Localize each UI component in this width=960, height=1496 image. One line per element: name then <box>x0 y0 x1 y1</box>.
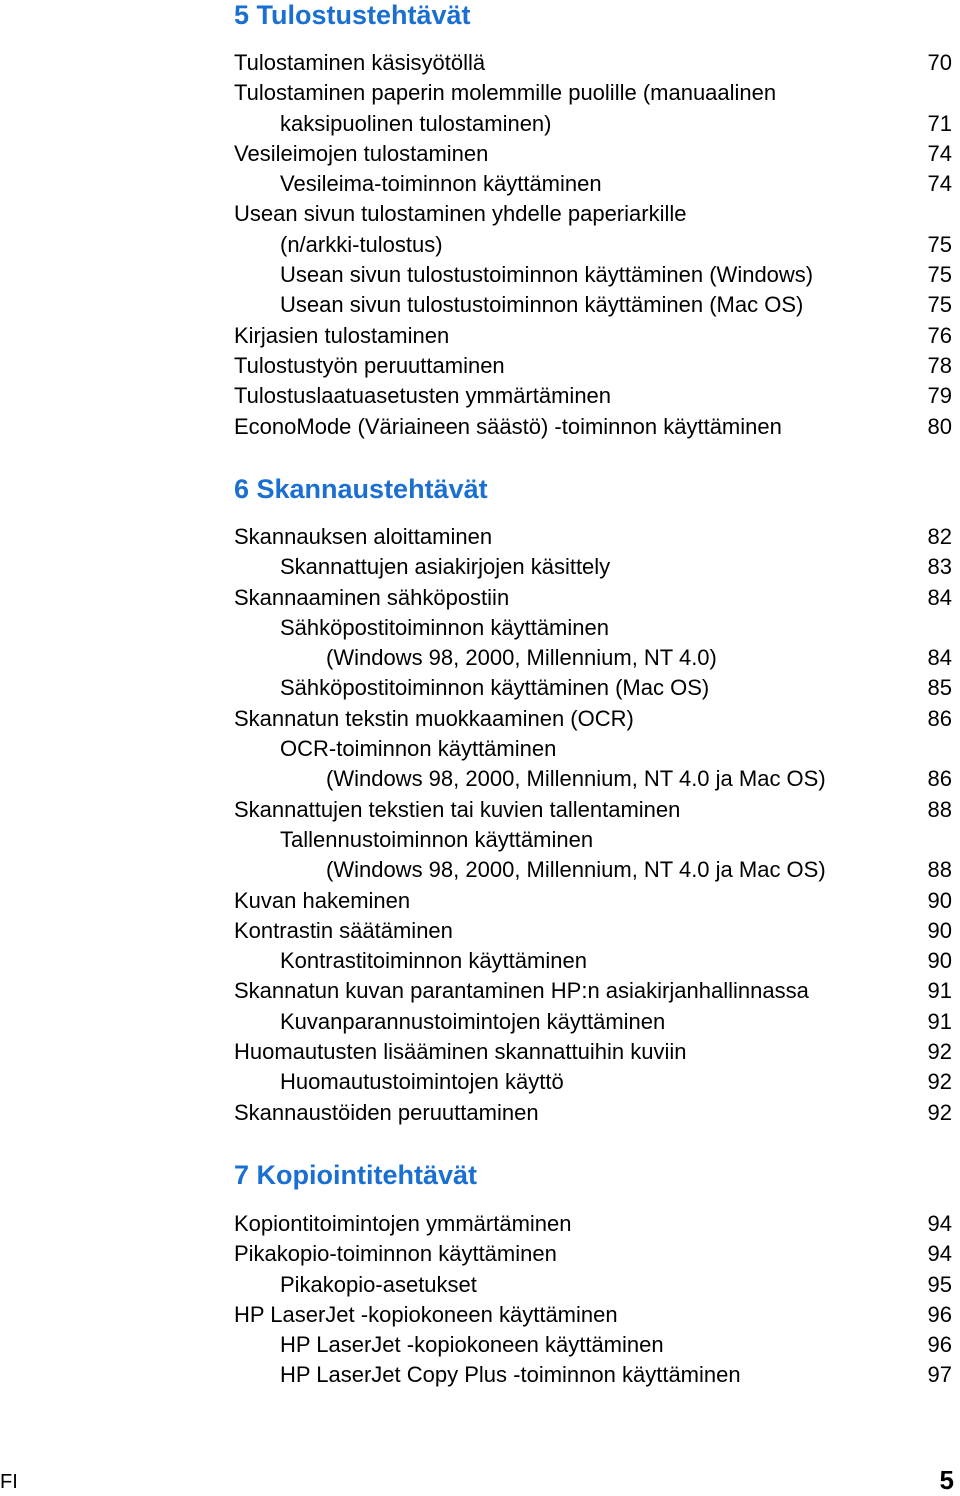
toc-entry-page: 76 <box>927 322 952 348</box>
toc-entry-title: (Windows 98, 2000, Millennium, NT 4.0 ja Mac OS) <box>326 857 826 883</box>
toc-entry-page: 85 <box>927 675 952 701</box>
toc-entry-title: Tallennustoiminnon käyttäminen <box>280 826 594 852</box>
toc-entry[interactable] <box>234 946 952 976</box>
toc-entry-title: Kontrastin säätäminen <box>234 917 453 943</box>
toc-entry-page: 83 <box>927 554 952 580</box>
toc-entry-title: Huomautustoimintojen käyttö <box>280 1069 564 1095</box>
toc-entry-title: Usean sivun tulostustoiminnon käyttäminen (Windows) <box>280 262 814 288</box>
toc-entry[interactable] <box>234 643 952 673</box>
toc-entry[interactable] <box>234 886 952 916</box>
toc-entry-title: Skannatun kuvan parantaminen HP:n asiakirjanhallinnassa <box>234 978 809 1004</box>
toc-entry-page: 75 <box>927 292 952 318</box>
toc-entry-title: (Windows 98, 2000, Millennium, NT 4.0 ja Mac OS) <box>326 766 826 792</box>
toc-entry-page: 86 <box>927 766 952 792</box>
toc-entry-title: Kuvan hakeminen <box>234 887 411 913</box>
toc-section-5 <box>234 48 952 442</box>
toc-entry-page: 96 <box>927 1332 952 1358</box>
toc-entry-title: Skannaustöiden peruuttaminen <box>234 1099 539 1125</box>
section-title-7: 7 Kopiointitehtävät <box>234 1160 478 1190</box>
toc-entry-title: Skannauksen aloittaminen <box>234 524 493 549</box>
toc-entry-page: 90 <box>927 917 952 943</box>
toc-entry[interactable] <box>234 583 952 613</box>
toc-entry[interactable] <box>234 613 952 643</box>
toc-entry-page: 88 <box>927 857 952 883</box>
toc-entry[interactable] <box>234 704 952 734</box>
toc-entry-page: 91 <box>927 978 952 1004</box>
toc-entry-title: Usean sivun tulostaminen yhdelle paperiarkille <box>234 201 687 227</box>
toc-entry[interactable] <box>234 552 952 582</box>
toc-entry[interactable] <box>234 825 952 855</box>
toc-entry[interactable] <box>234 230 952 260</box>
toc-entry[interactable] <box>234 48 952 78</box>
toc-entry[interactable] <box>234 109 952 139</box>
toc-entry-title: (Windows 98, 2000, Millennium, NT 4.0) <box>326 645 717 671</box>
toc-entry[interactable] <box>234 351 952 381</box>
toc-entry-title: HP LaserJet Copy Plus -toiminnon käyttäminen <box>280 1362 741 1388</box>
toc-entry-title: Pikakopio-asetukset <box>280 1271 477 1297</box>
toc-entry-title: Tulostaminen käsisyötöllä <box>234 50 486 75</box>
toc-entry-page: 86 <box>927 705 952 731</box>
toc-entry[interactable] <box>234 1300 952 1330</box>
toc-entry[interactable] <box>234 976 952 1006</box>
toc-entry[interactable] <box>234 795 952 825</box>
toc-entry-title: Skannatun tekstin muokkaaminen (OCR) <box>234 705 634 731</box>
toc-entry-title: OCR-toiminnon käyttäminen <box>280 736 557 762</box>
toc-entry-title: Vesileima-toiminnon käyttäminen <box>280 171 602 197</box>
section-title-5: 5 Tulostustehtävät <box>234 0 471 30</box>
toc-entry-page: 79 <box>927 383 952 409</box>
toc-entry-title: Pikakopio-toiminnon käyttäminen <box>234 1241 557 1267</box>
toc-entry-page: 92 <box>927 1039 952 1065</box>
toc-entry-page: 96 <box>927 1301 952 1327</box>
toc-entry-title: Skannattujen tekstien tai kuvien tallentaminen <box>234 796 681 822</box>
toc-entry-title: Skannaaminen sähköpostiin <box>234 584 510 610</box>
toc-entry-page: 84 <box>927 584 952 610</box>
toc-entry-title: HP LaserJet -kopiokoneen käyttäminen <box>234 1301 618 1327</box>
toc-entry-title: Vesileimojen tulostaminen <box>234 140 489 166</box>
toc-entry-page: 90 <box>927 887 952 913</box>
toc-entry-page: 70 <box>927 50 952 75</box>
toc-entry-title: Tulostuslaatuasetusten ymmärtäminen <box>234 383 612 409</box>
toc-entry-page: 94 <box>927 1211 952 1236</box>
toc-entry-page: 84 <box>927 645 952 671</box>
toc-entry[interactable] <box>234 1209 952 1239</box>
toc-entry-title: Kirjasien tulostaminen <box>234 322 450 348</box>
toc-entry-title: Sähköpostitoiminnon käyttäminen (Mac OS) <box>280 675 710 701</box>
toc-entry-page: 92 <box>927 1099 952 1125</box>
toc-entry-page: 74 <box>927 140 952 166</box>
toc-entry[interactable] <box>234 381 952 411</box>
toc-entry[interactable] <box>234 169 952 199</box>
toc-entry-page: 74 <box>927 171 952 197</box>
toc-entry-page: 95 <box>927 1271 952 1297</box>
toc-entry-title: Sähköpostitoiminnon käyttäminen <box>280 614 609 640</box>
toc-entry-page: 78 <box>927 352 952 378</box>
footer-page-number: 5 <box>939 1465 954 1495</box>
toc-entry[interactable] <box>234 1007 952 1037</box>
toc-entry[interactable] <box>234 412 952 442</box>
toc-entry-title: kaksipuolinen tulostaminen) <box>280 110 552 136</box>
toc-entry[interactable] <box>234 78 952 108</box>
toc-entry-title: Tulostustyön peruuttaminen <box>234 352 505 378</box>
toc-entry[interactable] <box>234 673 952 703</box>
toc-entry-page: 75 <box>927 262 952 288</box>
toc-section-7 <box>234 1209 952 1391</box>
toc-entry[interactable] <box>234 1037 952 1067</box>
toc-entry-page: 88 <box>927 796 952 822</box>
toc-entry-title: HP LaserJet -kopiokoneen käyttäminen <box>280 1332 664 1358</box>
toc-entry[interactable] <box>234 1239 952 1269</box>
toc-entry-title: Usean sivun tulostustoiminnon käyttäminen (Mac OS) <box>280 292 804 318</box>
toc-entry[interactable] <box>234 260 952 290</box>
toc-entry[interactable] <box>234 290 952 320</box>
toc-entry[interactable] <box>234 764 952 794</box>
toc-entry-title: EconoMode (Väriaineen säästö) -toiminnon käyttäminen <box>234 413 782 439</box>
toc-entry[interactable] <box>234 1270 952 1300</box>
toc-entry[interactable] <box>234 855 952 885</box>
toc-entry-title: Huomautusten lisääminen skannattuihin kuviin <box>234 1039 687 1065</box>
toc-entry[interactable] <box>234 199 952 229</box>
toc-entry-page: 94 <box>927 1241 952 1267</box>
toc-entry[interactable] <box>234 916 952 946</box>
toc-entry[interactable] <box>234 1098 952 1128</box>
toc-entry-title: Tulostaminen paperin molemmille puolille (manuaalinen <box>234 80 777 106</box>
toc-entry-title: Kopiontitoimintojen ymmärtäminen <box>234 1211 572 1236</box>
toc-entry-page: 97 <box>927 1362 952 1388</box>
toc-entry[interactable] <box>234 1067 952 1097</box>
toc-section-6 <box>234 522 952 1128</box>
toc-entry-page: 80 <box>927 413 952 439</box>
toc-entry-page: 91 <box>927 1008 952 1034</box>
toc-entry-page: 92 <box>927 1069 952 1095</box>
toc-entry[interactable] <box>234 321 952 351</box>
toc-entry-page: 82 <box>927 524 952 549</box>
toc-entry[interactable] <box>234 139 952 169</box>
toc-entry-page: 71 <box>927 110 952 136</box>
toc-entry[interactable] <box>234 1330 952 1360</box>
toc-entry-title: (n/arkki-tulostus) <box>280 231 443 257</box>
toc-entry[interactable] <box>234 522 952 552</box>
toc-entry-title: Kuvanparannustoimintojen käyttäminen <box>280 1008 666 1034</box>
section-title-6: 6 Skannaustehtävät <box>234 474 488 504</box>
toc-entry-page: 75 <box>927 231 952 257</box>
toc-entry[interactable] <box>234 734 952 764</box>
toc-entry[interactable] <box>234 1360 952 1390</box>
footer-language: FI <box>0 1471 18 1493</box>
toc-entry-title: Kontrastitoiminnon käyttäminen <box>280 948 587 974</box>
toc-entry-page: 90 <box>927 948 952 974</box>
toc-entry-title: Skannattujen asiakirjojen käsittely <box>280 554 611 580</box>
